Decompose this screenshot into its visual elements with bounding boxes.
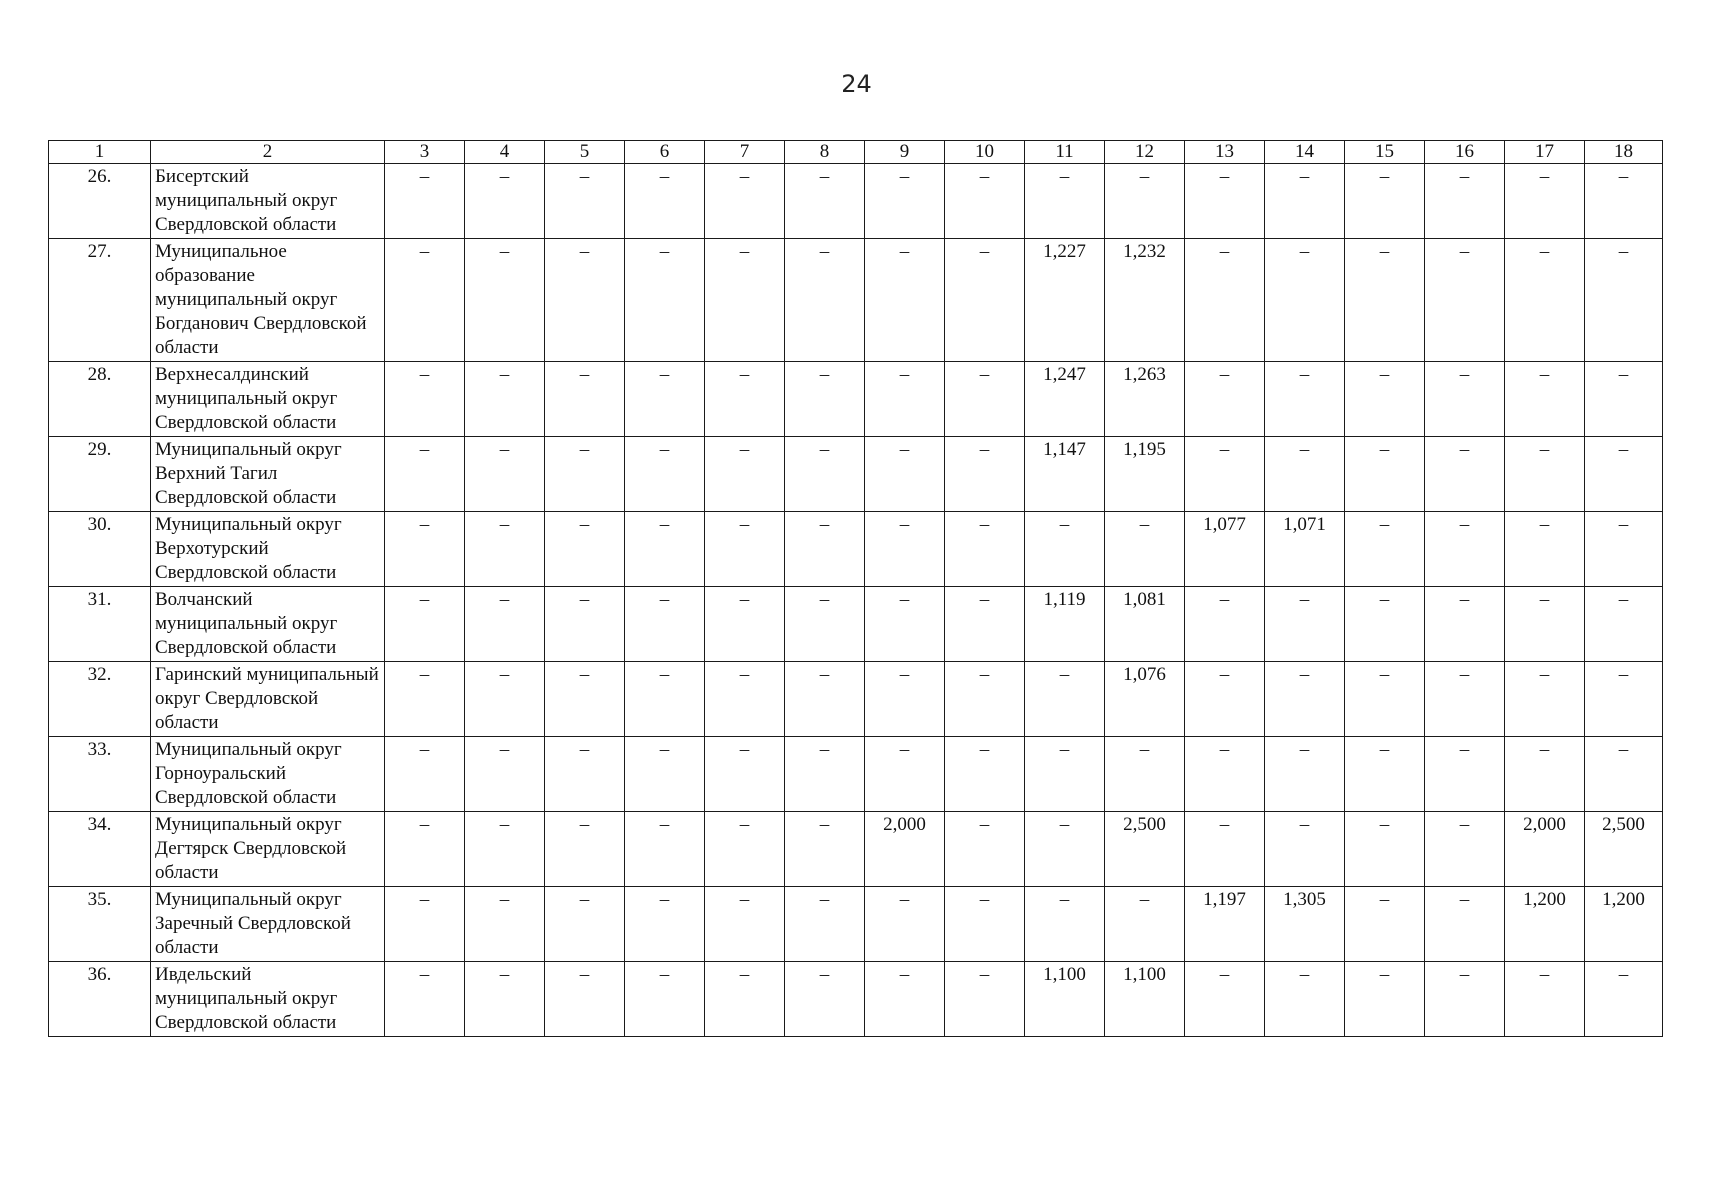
table-cell: – bbox=[385, 737, 465, 812]
table-row bbox=[49, 362, 1663, 437]
table-body bbox=[49, 164, 1663, 1037]
table-cell: – bbox=[1345, 512, 1425, 587]
table-cell: – bbox=[465, 362, 545, 437]
table-cell: – bbox=[625, 737, 705, 812]
table-cell: 1,071 bbox=[1265, 512, 1345, 587]
table-cell: – bbox=[1185, 962, 1265, 1037]
table-cell: – bbox=[545, 662, 625, 737]
table-cell: – bbox=[1025, 512, 1105, 587]
table-cell: – bbox=[1185, 164, 1265, 239]
table-cell: – bbox=[865, 587, 945, 662]
table-cell: – bbox=[945, 887, 1025, 962]
table-cell: – bbox=[705, 239, 785, 362]
table-cell: – bbox=[865, 164, 945, 239]
table-cell: – bbox=[785, 887, 865, 962]
table-cell: – bbox=[465, 587, 545, 662]
table-cell: – bbox=[1265, 587, 1345, 662]
municipality-name: Муниципальный округ Дегтярск Свердловской области bbox=[151, 812, 385, 887]
table-cell: – bbox=[1345, 812, 1425, 887]
table-cell: – bbox=[1025, 164, 1105, 239]
table-cell: – bbox=[1505, 662, 1585, 737]
table-cell: 1,247 bbox=[1025, 362, 1105, 437]
table-row bbox=[49, 737, 1663, 812]
table-cell: – bbox=[1425, 812, 1505, 887]
table-cell: – bbox=[1425, 437, 1505, 512]
table-cell: – bbox=[1505, 512, 1585, 587]
table-cell: – bbox=[1185, 437, 1265, 512]
row-number: 29. bbox=[49, 437, 151, 512]
table-cell: – bbox=[865, 512, 945, 587]
table-cell: – bbox=[1025, 737, 1105, 812]
table-cell: – bbox=[865, 662, 945, 737]
table-cell: – bbox=[625, 239, 705, 362]
table-cell: – bbox=[465, 437, 545, 512]
table-cell: – bbox=[545, 239, 625, 362]
table-cell: – bbox=[625, 962, 705, 1037]
table-cell: – bbox=[1425, 662, 1505, 737]
table-cell: – bbox=[1585, 164, 1663, 239]
table-cell: – bbox=[1265, 164, 1345, 239]
table-cell: – bbox=[1505, 737, 1585, 812]
table-cell: – bbox=[385, 437, 465, 512]
row-number: 28. bbox=[49, 362, 151, 437]
table-cell: – bbox=[1585, 962, 1663, 1037]
table-cell: – bbox=[1265, 737, 1345, 812]
table-cell: 1,232 bbox=[1105, 239, 1185, 362]
table-header bbox=[49, 141, 1663, 164]
municipality-name: Ивдельский муниципальный округ Свердловской области bbox=[151, 962, 385, 1037]
table-cell: – bbox=[1505, 587, 1585, 662]
table-cell: – bbox=[945, 362, 1025, 437]
table-cell: – bbox=[625, 812, 705, 887]
table-cell: – bbox=[1425, 962, 1505, 1037]
table-row bbox=[49, 812, 1663, 887]
table-cell: – bbox=[625, 437, 705, 512]
table-cell: – bbox=[1105, 737, 1185, 812]
row-number: 32. bbox=[49, 662, 151, 737]
table-cell: – bbox=[465, 239, 545, 362]
table-cell: – bbox=[1505, 962, 1585, 1037]
table-cell: – bbox=[545, 512, 625, 587]
row-number: 33. bbox=[49, 737, 151, 812]
table-cell: – bbox=[705, 164, 785, 239]
column-header: 3 bbox=[385, 141, 465, 164]
table-cell: – bbox=[705, 662, 785, 737]
table-cell: – bbox=[1505, 437, 1585, 512]
table-cell: 1,197 bbox=[1185, 887, 1265, 962]
table-cell: – bbox=[625, 587, 705, 662]
table-cell: – bbox=[1105, 512, 1185, 587]
table-cell: – bbox=[945, 962, 1025, 1037]
municipality-name: Бисертский муниципальный округ Свердловской области bbox=[151, 164, 385, 239]
table-cell: – bbox=[1425, 587, 1505, 662]
table-cell: – bbox=[705, 812, 785, 887]
table-cell: – bbox=[785, 662, 865, 737]
table-cell: – bbox=[385, 962, 465, 1037]
table-cell: – bbox=[785, 362, 865, 437]
table-cell: – bbox=[785, 737, 865, 812]
table-cell: – bbox=[1345, 239, 1425, 362]
table-cell: 1,081 bbox=[1105, 587, 1185, 662]
column-header: 11 bbox=[1025, 141, 1105, 164]
table-cell: – bbox=[785, 437, 865, 512]
table-cell: – bbox=[1585, 239, 1663, 362]
table-cell: – bbox=[545, 737, 625, 812]
table-cell: – bbox=[945, 737, 1025, 812]
table-cell: – bbox=[1505, 239, 1585, 362]
table-cell: – bbox=[785, 587, 865, 662]
table-cell: – bbox=[1265, 662, 1345, 737]
column-header: 14 bbox=[1265, 141, 1345, 164]
table-cell: – bbox=[1185, 362, 1265, 437]
table-cell: – bbox=[545, 812, 625, 887]
table-cell: – bbox=[1345, 887, 1425, 962]
table-cell: – bbox=[1585, 512, 1663, 587]
table-cell: – bbox=[1025, 887, 1105, 962]
row-number: 26. bbox=[49, 164, 151, 239]
municipality-name: Муниципальный округ Горноуральский Свердловской области bbox=[151, 737, 385, 812]
table-cell: 1,100 bbox=[1105, 962, 1185, 1037]
column-header: 1 bbox=[49, 141, 151, 164]
table-cell: – bbox=[865, 362, 945, 437]
municipality-name: Гаринский муниципальный округ Свердловской области bbox=[151, 662, 385, 737]
table-cell: 1,100 bbox=[1025, 962, 1105, 1037]
row-number: 35. bbox=[49, 887, 151, 962]
table-cell: – bbox=[865, 239, 945, 362]
table-cell: 1,263 bbox=[1105, 362, 1185, 437]
table-cell: – bbox=[545, 587, 625, 662]
table-cell: – bbox=[945, 437, 1025, 512]
row-number: 30. bbox=[49, 512, 151, 587]
table-cell: – bbox=[385, 362, 465, 437]
table-cell: – bbox=[465, 962, 545, 1037]
table-cell: – bbox=[465, 887, 545, 962]
table-cell: – bbox=[945, 812, 1025, 887]
table-cell: – bbox=[545, 164, 625, 239]
municipality-name: Муниципальное образование муниципальный округ Богданович Свердловской области bbox=[151, 239, 385, 362]
data-table bbox=[48, 140, 1663, 1037]
table-cell: – bbox=[945, 587, 1025, 662]
table-cell: 1,227 bbox=[1025, 239, 1105, 362]
table-cell: – bbox=[385, 812, 465, 887]
table-cell: – bbox=[785, 812, 865, 887]
table-cell: 2,000 bbox=[1505, 812, 1585, 887]
table-cell: – bbox=[1105, 887, 1185, 962]
table-cell: – bbox=[625, 164, 705, 239]
table-cell: – bbox=[1185, 587, 1265, 662]
table-cell: – bbox=[1265, 362, 1345, 437]
municipality-name: Верхнесалдинский муниципальный округ Свердловской области bbox=[151, 362, 385, 437]
column-header: 15 bbox=[1345, 141, 1425, 164]
table-row bbox=[49, 887, 1663, 962]
table-cell: – bbox=[1105, 164, 1185, 239]
table-cell: – bbox=[945, 662, 1025, 737]
table-cell: 2,500 bbox=[1585, 812, 1663, 887]
table-cell: – bbox=[1345, 737, 1425, 812]
table-cell: – bbox=[945, 512, 1025, 587]
table-cell: – bbox=[1345, 962, 1425, 1037]
table-cell: – bbox=[1185, 812, 1265, 887]
table-cell: 1,076 bbox=[1105, 662, 1185, 737]
table-cell: – bbox=[1425, 512, 1505, 587]
table-cell: – bbox=[1585, 662, 1663, 737]
table-cell: – bbox=[705, 362, 785, 437]
table-cell: 1,195 bbox=[1105, 437, 1185, 512]
table-cell: – bbox=[705, 587, 785, 662]
table-cell: – bbox=[785, 164, 865, 239]
row-number: 34. bbox=[49, 812, 151, 887]
table-cell: – bbox=[705, 437, 785, 512]
table-cell: – bbox=[625, 362, 705, 437]
column-header: 8 bbox=[785, 141, 865, 164]
table-cell: – bbox=[465, 737, 545, 812]
table-row bbox=[49, 437, 1663, 512]
column-header: 12 bbox=[1105, 141, 1185, 164]
table-cell: 2,500 bbox=[1105, 812, 1185, 887]
table-cell: – bbox=[705, 887, 785, 962]
column-header: 10 bbox=[945, 141, 1025, 164]
table-cell: – bbox=[465, 512, 545, 587]
table-cell: – bbox=[1425, 164, 1505, 239]
table-cell: 1,200 bbox=[1585, 887, 1663, 962]
table-cell: – bbox=[785, 962, 865, 1037]
column-header: 9 bbox=[865, 141, 945, 164]
municipality-name: Муниципальный округ Верхотурский Свердловской области bbox=[151, 512, 385, 587]
column-header: 18 bbox=[1585, 141, 1663, 164]
table-row bbox=[49, 587, 1663, 662]
row-number: 31. bbox=[49, 587, 151, 662]
table-cell: – bbox=[545, 962, 625, 1037]
table-cell: – bbox=[1425, 239, 1505, 362]
municipality-name: Волчанский муниципальный округ Свердловской области bbox=[151, 587, 385, 662]
row-number: 36. bbox=[49, 962, 151, 1037]
table-cell: – bbox=[1345, 164, 1425, 239]
table-cell: – bbox=[1185, 737, 1265, 812]
table-cell: – bbox=[705, 962, 785, 1037]
table-cell: – bbox=[1265, 812, 1345, 887]
table-cell: 1,119 bbox=[1025, 587, 1105, 662]
table-cell: – bbox=[465, 812, 545, 887]
table-cell: – bbox=[705, 737, 785, 812]
table-cell: – bbox=[1505, 362, 1585, 437]
column-header: 7 bbox=[705, 141, 785, 164]
table-cell: – bbox=[1185, 662, 1265, 737]
table-row bbox=[49, 512, 1663, 587]
table-cell: – bbox=[1585, 587, 1663, 662]
table-cell: 2,000 bbox=[865, 812, 945, 887]
table-cell: – bbox=[385, 887, 465, 962]
table-cell: – bbox=[945, 164, 1025, 239]
table-cell: – bbox=[705, 512, 785, 587]
row-number: 27. bbox=[49, 239, 151, 362]
table-cell: 1,147 bbox=[1025, 437, 1105, 512]
table-cell: – bbox=[1425, 362, 1505, 437]
table-cell: – bbox=[465, 164, 545, 239]
table-cell: – bbox=[1265, 239, 1345, 362]
table-row bbox=[49, 962, 1663, 1037]
table-cell: – bbox=[865, 887, 945, 962]
table-cell: 1,305 bbox=[1265, 887, 1345, 962]
table-cell: – bbox=[865, 962, 945, 1037]
table-row bbox=[49, 164, 1663, 239]
table-cell: – bbox=[385, 662, 465, 737]
table-cell: 1,200 bbox=[1505, 887, 1585, 962]
table-cell: – bbox=[1585, 362, 1663, 437]
column-header: 6 bbox=[625, 141, 705, 164]
table-cell: – bbox=[625, 512, 705, 587]
table-cell: 1,077 bbox=[1185, 512, 1265, 587]
table-cell: – bbox=[1185, 239, 1265, 362]
table-row bbox=[49, 662, 1663, 737]
table-cell: – bbox=[385, 587, 465, 662]
table-cell: – bbox=[945, 239, 1025, 362]
table-cell: – bbox=[545, 437, 625, 512]
page-number: 24 bbox=[841, 70, 872, 98]
table-cell: – bbox=[385, 512, 465, 587]
column-header: 2 bbox=[151, 141, 385, 164]
column-header: 4 bbox=[465, 141, 545, 164]
table-cell: – bbox=[1585, 437, 1663, 512]
table-cell: – bbox=[1425, 887, 1505, 962]
table-cell: – bbox=[1425, 737, 1505, 812]
table-cell: – bbox=[1265, 962, 1345, 1037]
table-cell: – bbox=[1585, 737, 1663, 812]
table-cell: – bbox=[385, 239, 465, 362]
table-cell: – bbox=[1505, 164, 1585, 239]
column-header: 17 bbox=[1505, 141, 1585, 164]
column-header: 16 bbox=[1425, 141, 1505, 164]
table-cell: – bbox=[385, 164, 465, 239]
table-cell: – bbox=[865, 437, 945, 512]
table-cell: – bbox=[1345, 662, 1425, 737]
table-cell: – bbox=[1345, 362, 1425, 437]
municipality-name: Муниципальный округ Заречный Свердловской области bbox=[151, 887, 385, 962]
municipality-name: Муниципальный округ Верхний Тагил Свердловской области bbox=[151, 437, 385, 512]
table-cell: – bbox=[465, 662, 545, 737]
column-header: 5 bbox=[545, 141, 625, 164]
table-cell: – bbox=[545, 362, 625, 437]
table-cell: – bbox=[785, 512, 865, 587]
table-cell: – bbox=[545, 887, 625, 962]
table-cell: – bbox=[625, 887, 705, 962]
table-cell: – bbox=[1345, 587, 1425, 662]
table-cell: – bbox=[785, 239, 865, 362]
table-cell: – bbox=[625, 662, 705, 737]
table-row bbox=[49, 239, 1663, 362]
column-header: 13 bbox=[1185, 141, 1265, 164]
header-row bbox=[49, 141, 1663, 164]
table-cell: – bbox=[1025, 662, 1105, 737]
table-cell: – bbox=[865, 737, 945, 812]
table-cell: – bbox=[1345, 437, 1425, 512]
table-cell: – bbox=[1025, 812, 1105, 887]
table-cell: – bbox=[1265, 437, 1345, 512]
